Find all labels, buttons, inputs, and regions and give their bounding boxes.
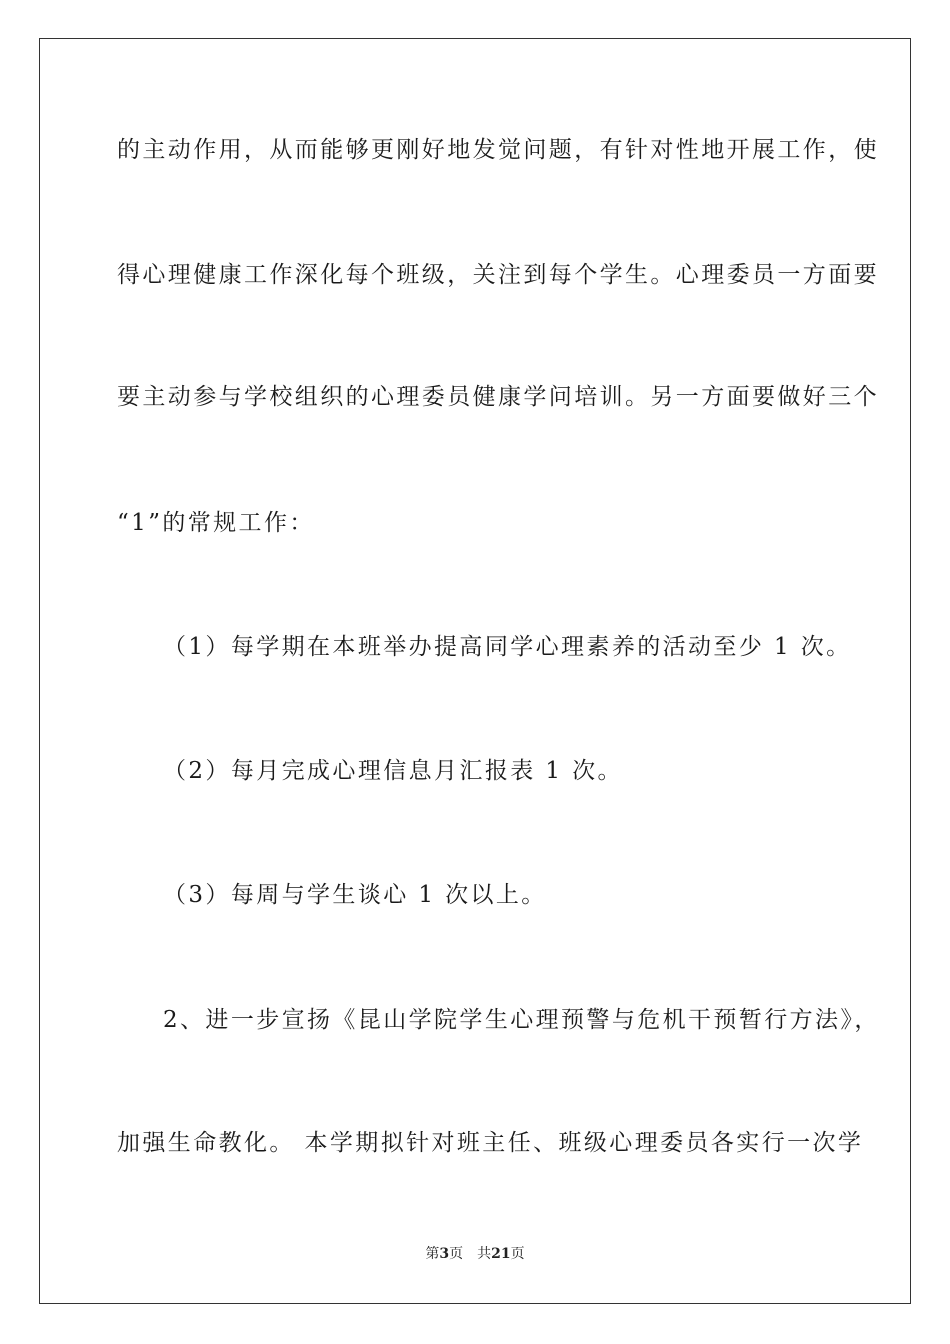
footer-page-number: 3	[439, 1246, 450, 1262]
list-item-1: （1）每学期在本班举办提高同学心理素养的活动至少 1 次。	[163, 634, 852, 660]
body-line-1: 的主动作用，从而能够更刚好地发觉问题，有针对性地开展工作，使	[117, 137, 879, 163]
body-line-3: 要主动参与学校组织的心理委员健康学问培训。另一方面要做好三个	[117, 384, 879, 410]
footer-page-prefix: 第	[425, 1246, 440, 1262]
page-frame	[39, 38, 911, 1304]
footer-total-suffix: 页	[510, 1246, 525, 1262]
body-line-2: 得心理健康工作深化每个班级，关注到每个学生。心理委员一方面要	[117, 262, 879, 288]
footer-total-pages: 21	[491, 1246, 511, 1262]
list-item-2: （2）每月完成心理信息月汇报表 1 次。	[163, 758, 623, 784]
list-item-3: （3）每周与学生谈心 1 次以上。	[163, 882, 547, 908]
footer-total-prefix: 共	[477, 1246, 492, 1262]
section-2-heading-line: 2、进一步宣扬《昆山学院学生心理预警与危机干预暂行方法》，	[163, 1007, 880, 1033]
footer-page-suffix: 页	[449, 1246, 464, 1262]
page-footer	[0, 1245, 950, 1263]
body-line-4: “1”的常规工作：	[117, 510, 315, 536]
body-line-9: 加强生命教化。 本学期拟针对班主任、班级心理委员各实行一次学	[117, 1130, 864, 1156]
